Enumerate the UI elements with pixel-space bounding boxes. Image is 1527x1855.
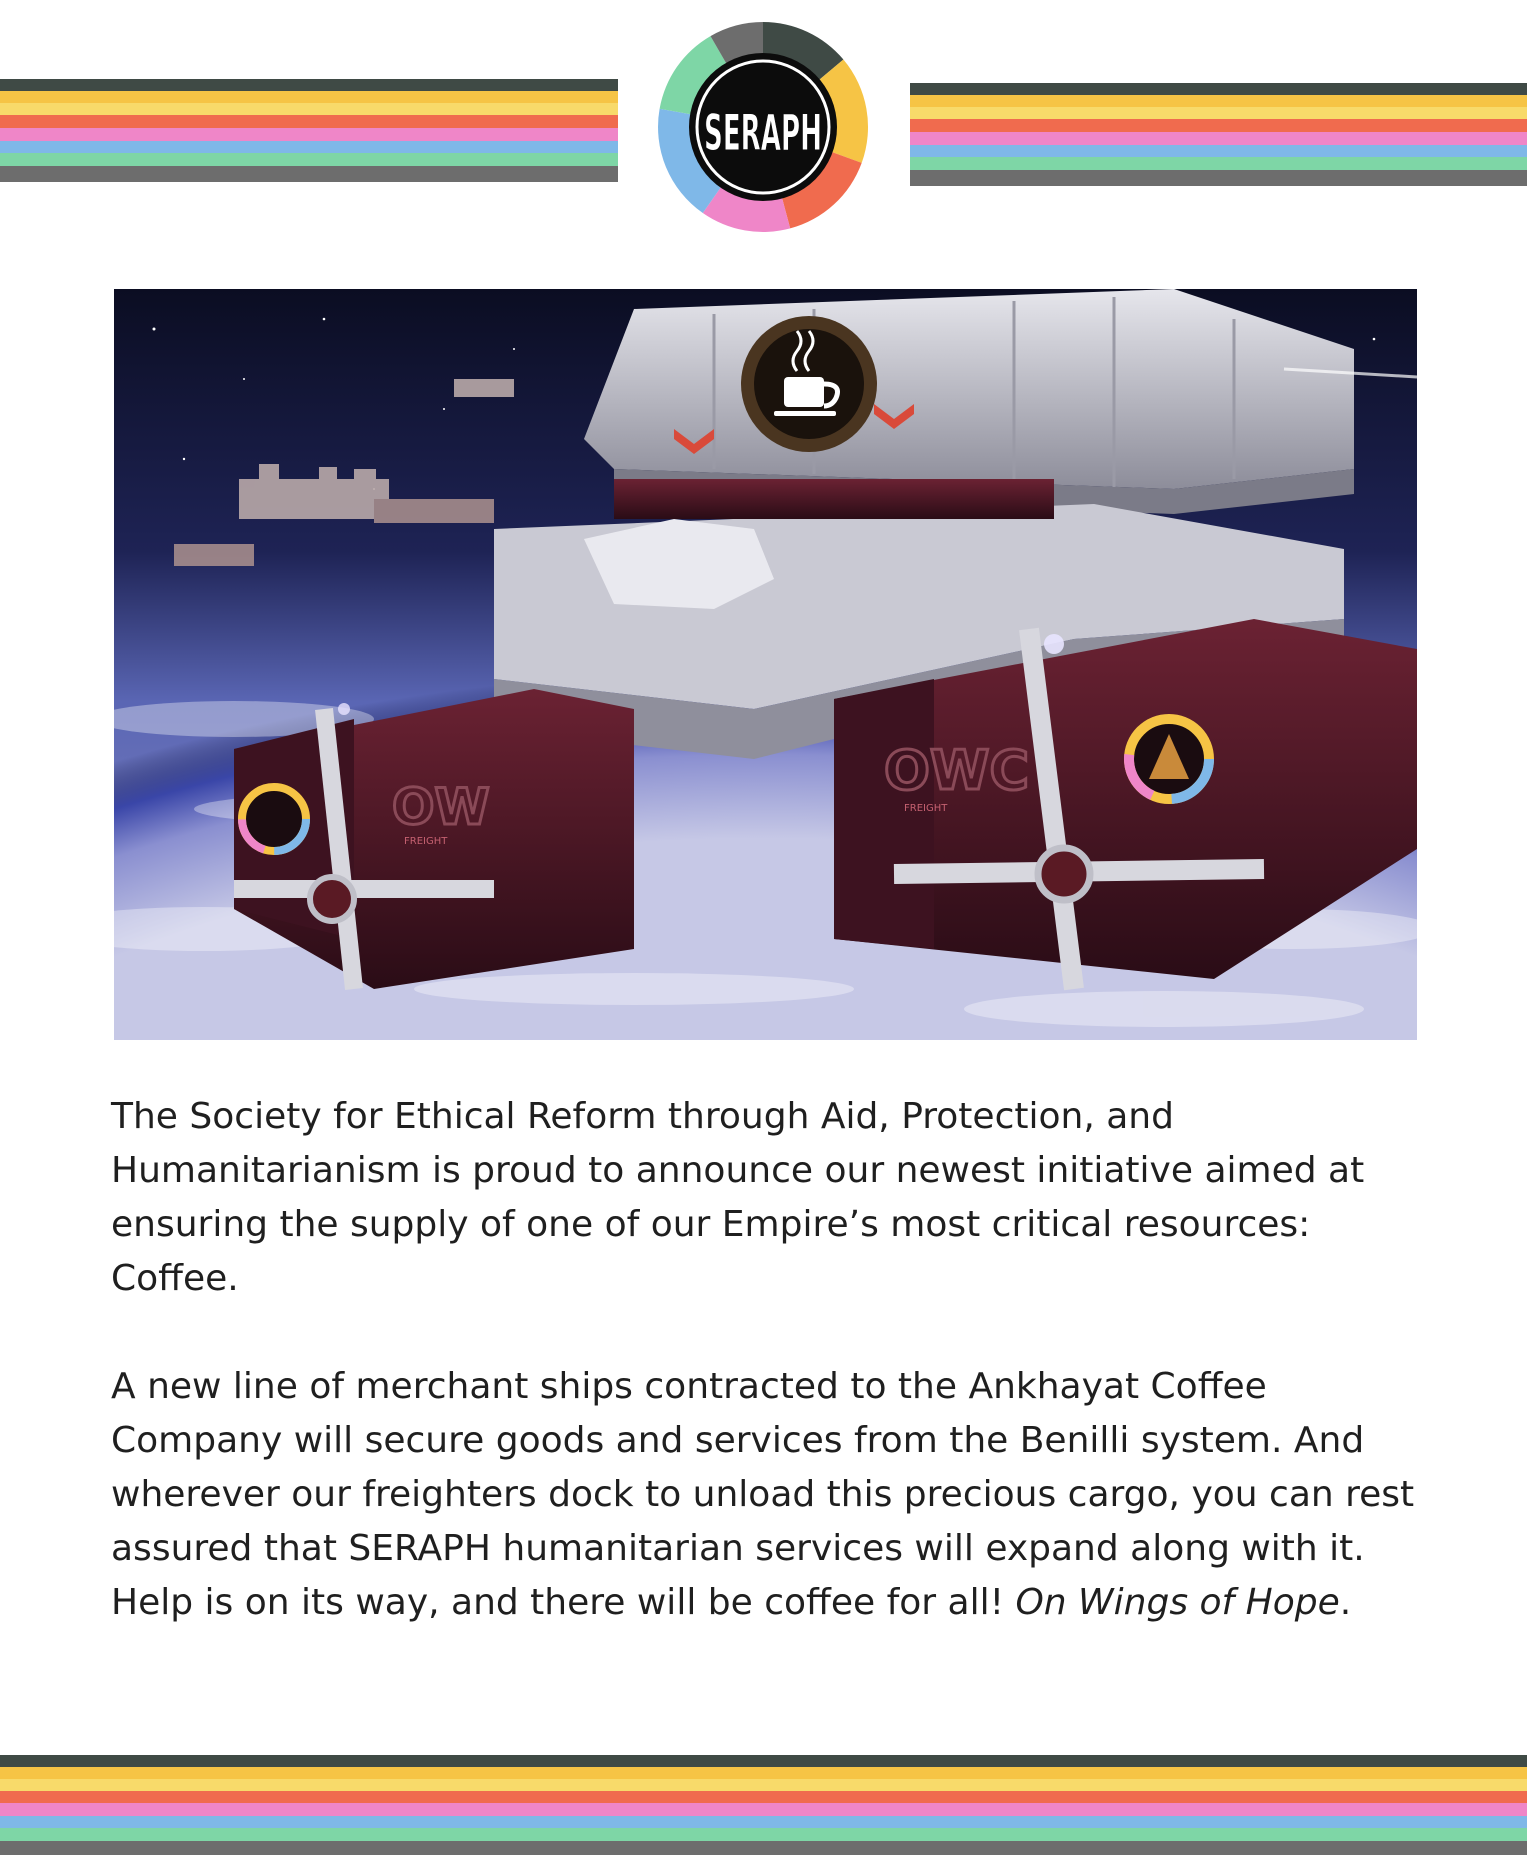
article-paragraph-1: The Society for Ethical Reform through Aid, Protection, and Humanitarianism is proud to announce our newest initiative aimed at ensuring the supply of one of our Empire’s most critical resources: Coffee.: [111, 1096, 1365, 1299]
hull-text-left: OW: [392, 778, 490, 836]
decorative-stripes-bottom: [0, 1755, 1527, 1855]
article-body: [111, 1090, 1431, 1630]
article-slogan: On Wings of Hope: [1015, 1582, 1340, 1623]
hull-subtext-right: FREIGHT: [904, 803, 948, 814]
decorative-stripes-top-left: [0, 79, 618, 182]
article-paragraph-2: [111, 1360, 1431, 1630]
seraph-emblem-icon: [658, 22, 868, 232]
decorative-stripes-top-right: [910, 83, 1527, 186]
seraph-logo: [658, 22, 868, 232]
logo-text: SERAPH: [704, 104, 822, 162]
article-paragraph-2-text: A new line of merchant ships contracted to the Ankhayat Coffee Company will secure goods and services from the Benilli system. And wherever our freighters dock to unload this precious cargo, you can rest assured that SERAPH humanitarian services will expand along with it. Help is on its way, and there will be coffee for all!: [111, 1366, 1415, 1623]
hull-subtext-left: FREIGHT: [404, 836, 448, 847]
hull-text-right: OWC: [884, 739, 1030, 802]
article-paragraph-2-end: .: [1339, 1582, 1352, 1623]
hero-image: [114, 289, 1417, 1040]
freighter-spaceship-illustration: [114, 289, 1417, 1040]
